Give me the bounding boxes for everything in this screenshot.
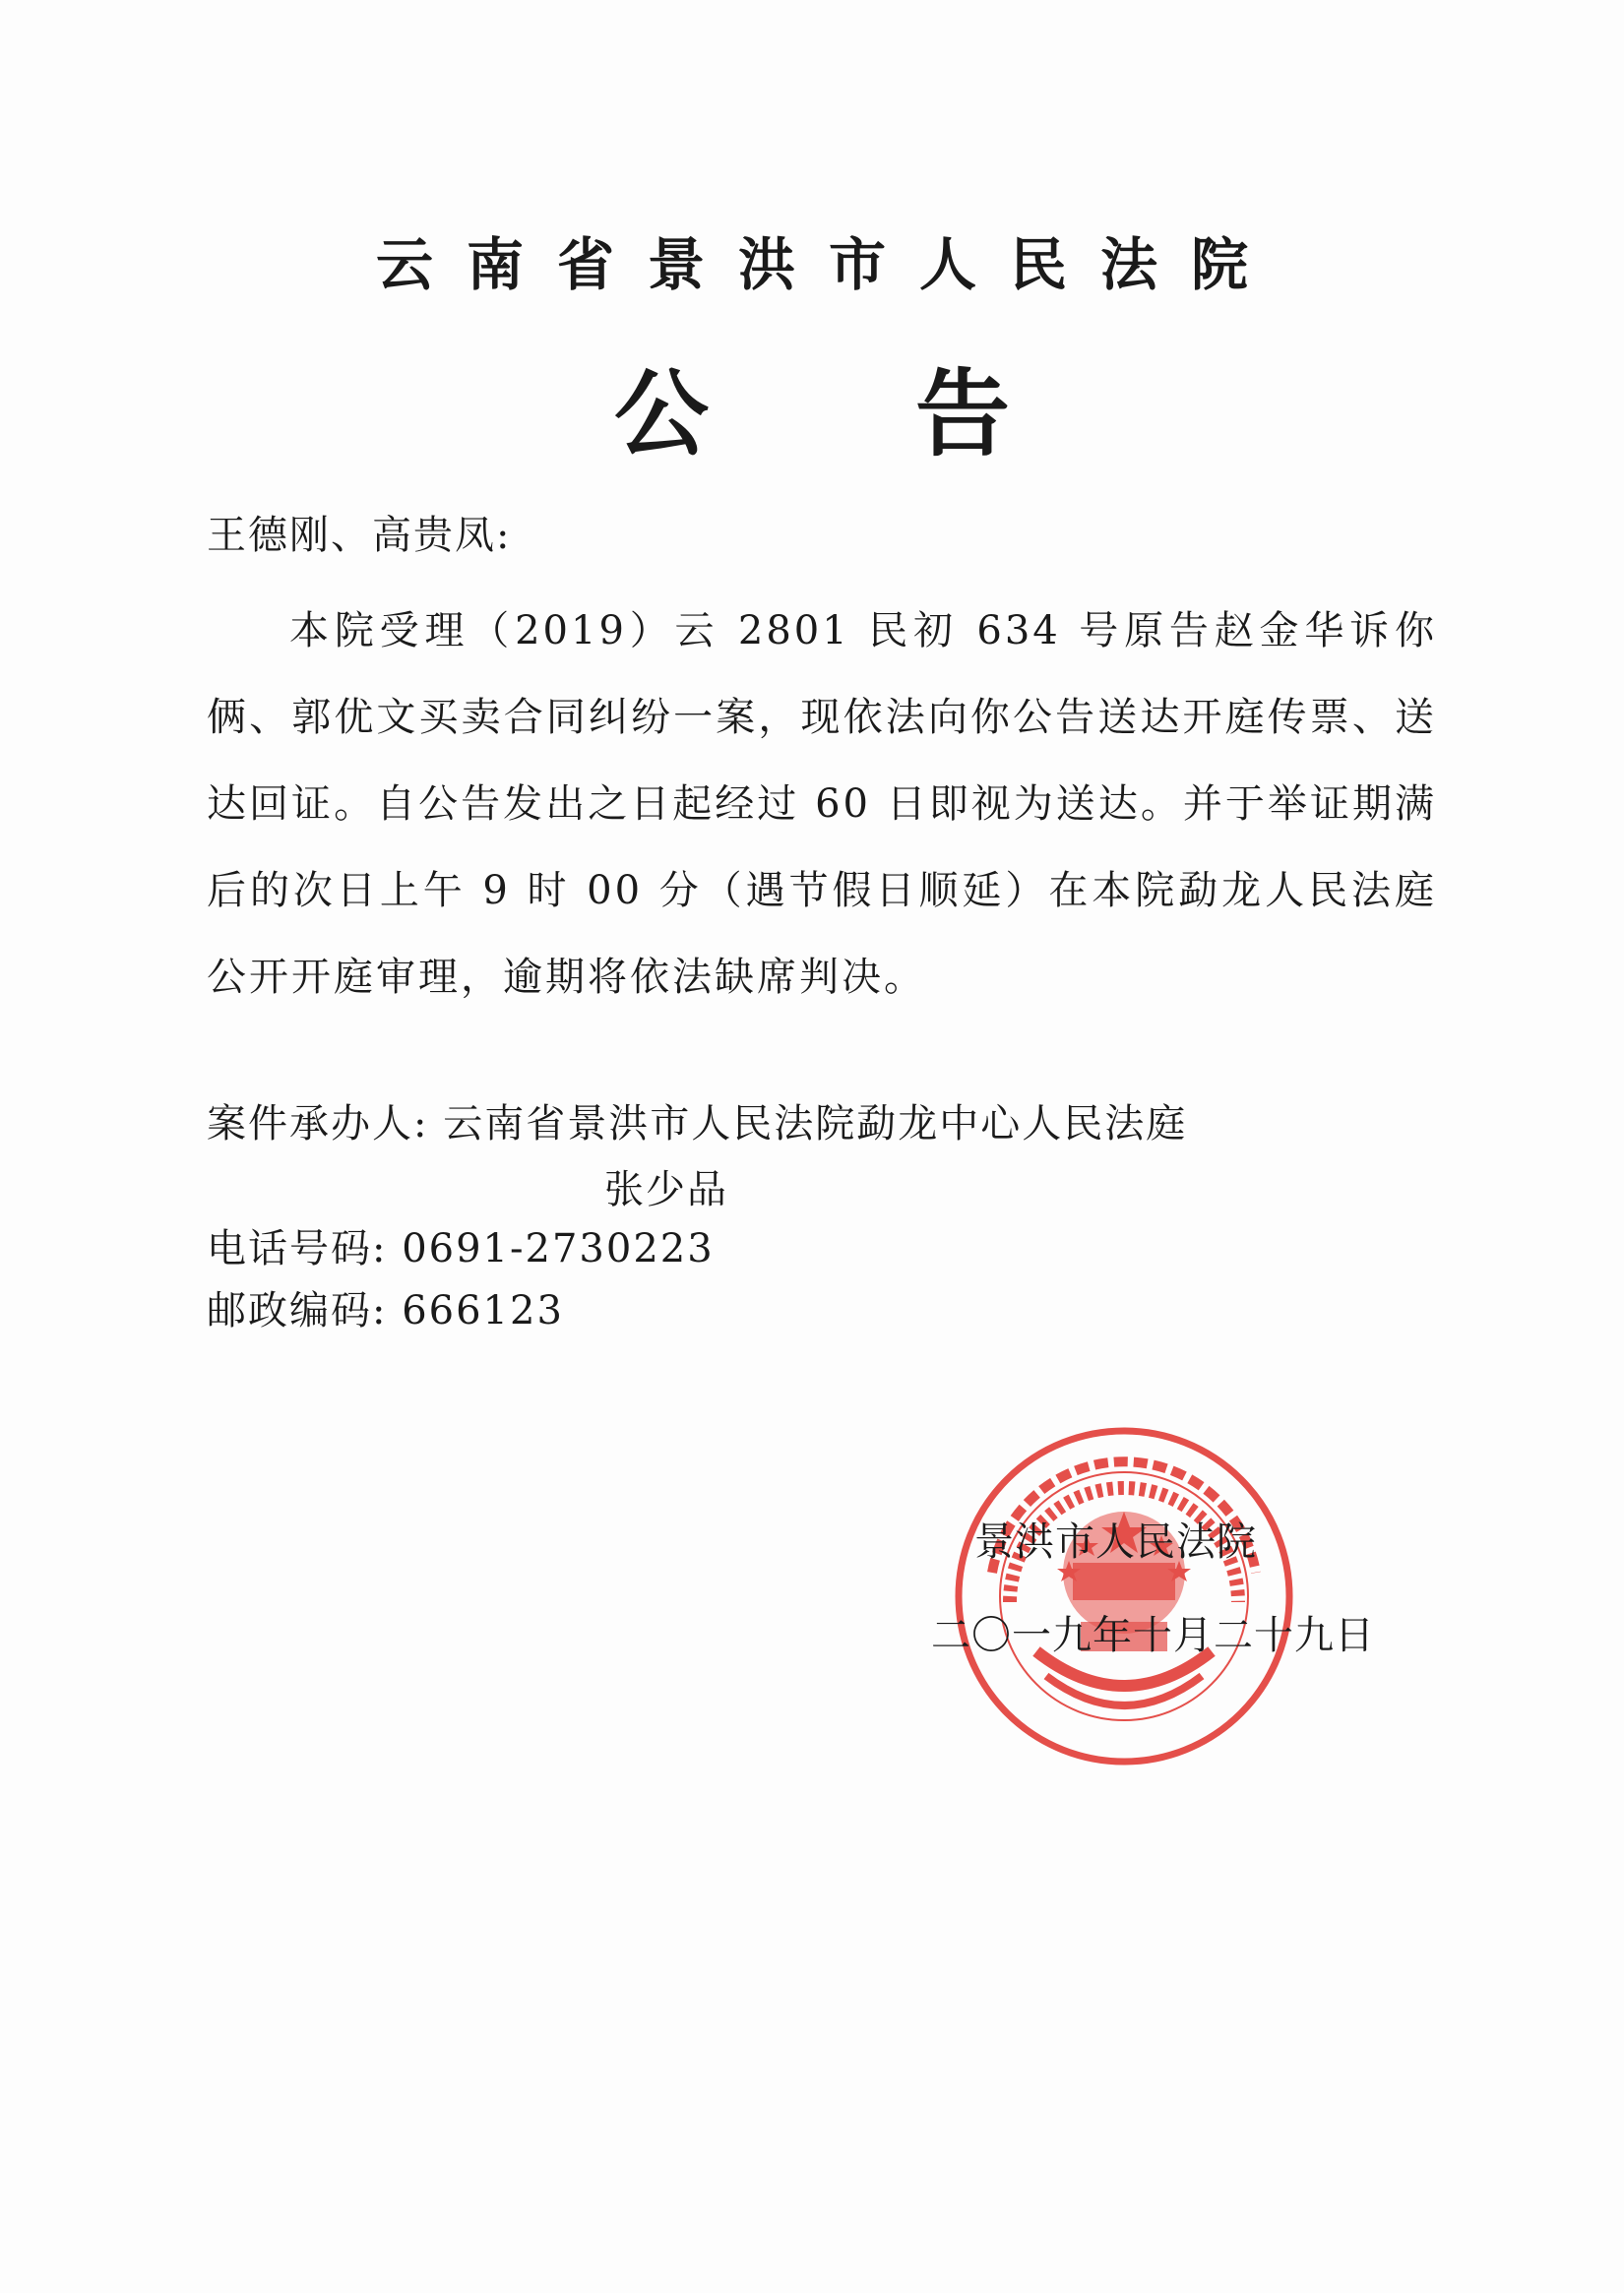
handler-name: 张少品 (604, 1167, 728, 1212)
case-handler-row (207, 1092, 1187, 1148)
phone-row (207, 1217, 715, 1273)
court-seal-icon (953, 1425, 1295, 1767)
notice-title (0, 340, 1624, 474)
court-name-heading: 云南省景洪市人民法院 (375, 231, 1281, 298)
notice-title-char-2: 告 (915, 359, 1010, 469)
signature-date: 二〇一九年十月二十九日 (931, 1613, 1375, 1658)
postcode-value: 666123 (402, 1288, 564, 1333)
postcode-label: 邮政编码: (207, 1288, 388, 1333)
signature-court: 景洪市人民法院 (974, 1519, 1257, 1565)
phone-label: 电话号码: (207, 1226, 388, 1271)
phone-value: 0691-2730223 (402, 1226, 715, 1271)
handler-org: 云南省景洪市人民法院勐龙中心人民法庭 (443, 1101, 1188, 1146)
body-paragraph: 本院受理（2019）云 2801 民初 634 号原告赵金华诉你俩、郭优文买卖合同纠纷一案，现依法向你公告送达开庭传票、送达回证。自公告发出之日起经过 60 日即视为送达。并于举证期满后的次日上午 9 时 00 分（遇节假日顺延）在本院勐龙人民法庭公开开庭审理，逾期将依法缺席判决。 (207, 608, 1437, 1000)
notice-body (207, 588, 1437, 1021)
addressee: 王德刚、高贵凤: (207, 513, 512, 558)
handler-label: 案件承办人: (207, 1101, 429, 1146)
postcode-row (207, 1279, 564, 1335)
notice-title-char-1: 公 (614, 359, 709, 469)
